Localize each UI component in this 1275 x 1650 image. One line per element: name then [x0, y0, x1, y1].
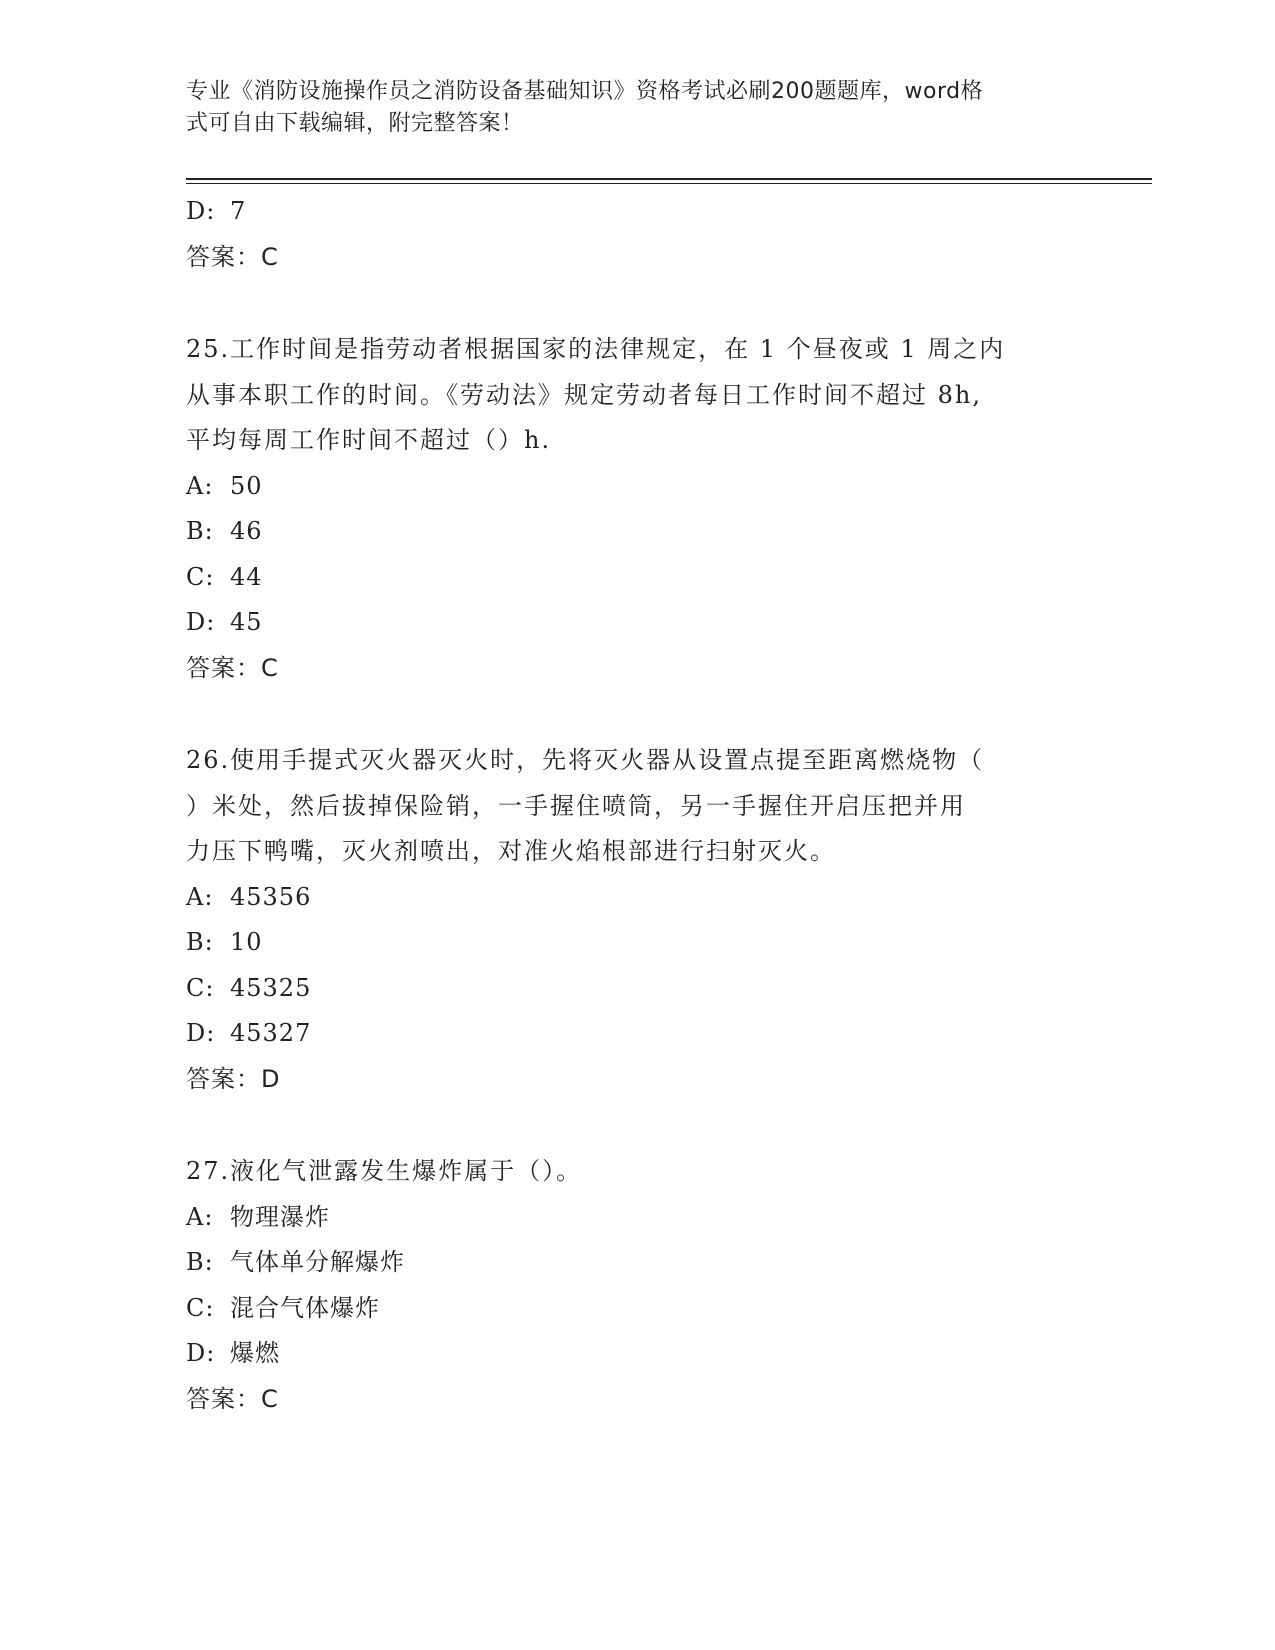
option-label: D: — [186, 608, 216, 636]
option-a — [186, 464, 1086, 510]
page-header — [186, 76, 1066, 140]
answer-line: 答案：C — [186, 1384, 279, 1413]
question-line: 27.液化气泄露发生爆炸属于（）。 — [186, 1157, 583, 1185]
option-text: 44 — [230, 562, 263, 591]
option-text: 7 — [230, 197, 247, 225]
question-line: ）米处，然后拔掉保险销，一手握住喷筒，另一手握住开启压把并用 — [186, 791, 966, 820]
option-b — [186, 1240, 1086, 1286]
answer-line: 答案：C — [186, 242, 279, 271]
option-text: 10 — [230, 928, 263, 956]
option-label: B: — [186, 1248, 214, 1276]
option-text: 混合气体爆炸 — [230, 1293, 380, 1322]
header-divider-thick — [186, 178, 1152, 180]
option-label: C: — [186, 973, 215, 1002]
option-label: A: — [186, 882, 214, 911]
option-d — [186, 189, 1086, 235]
option-b — [186, 509, 1086, 555]
question-list — [186, 189, 1086, 1422]
question-line: 力压下鸭嘴，灭火剂喷出，对准火焰根部进行扫射灭火。 — [186, 837, 836, 865]
option-c — [186, 1286, 1086, 1332]
option-label: B: — [186, 928, 214, 956]
option-text: 50 — [230, 471, 263, 500]
question-line: 26.使用手提式灭火器灭火时，先将灭火器从设置点提至距离燃烧物（ — [186, 746, 985, 774]
question-text — [186, 738, 1086, 875]
option-label: D: — [186, 1019, 216, 1047]
option-c — [186, 555, 1086, 601]
question-line: 25.工作时间是指劳动者根据国家的法律规定，在 1 个昼夜或 1 周之内 — [186, 335, 1006, 363]
question-line: 从事本职工作的时间。《劳动法》规定劳动者每日工作时间不超过 8h, — [186, 380, 982, 409]
header-divider-thin — [186, 183, 1152, 184]
option-text: 45 — [230, 608, 263, 636]
option-label: C: — [186, 562, 215, 591]
option-label: A: — [186, 1202, 214, 1231]
question-line: 平均每周工作时间不超过（）h. — [186, 426, 552, 454]
option-text: 45325 — [230, 973, 312, 1002]
header-line-2: 式可自由下载编辑，附完整答案！ — [186, 111, 524, 136]
option-label: D: — [186, 1339, 216, 1367]
option-c — [186, 966, 1086, 1012]
answer-line: 答案：C — [186, 653, 279, 682]
option-b — [186, 920, 1086, 966]
question-26 — [186, 738, 1086, 1102]
header-line-1: 专业《消防设施操作员之消防设备基础知识》资格考试必刷200题题库，word格 — [186, 79, 984, 104]
option-text: 爆燃 — [230, 1339, 280, 1367]
option-label: D: — [186, 197, 216, 225]
question-27 — [186, 1149, 1086, 1422]
option-text: 物理瀑炸 — [230, 1202, 330, 1231]
option-d — [186, 600, 1086, 646]
option-label: A: — [186, 471, 214, 500]
option-d — [186, 1331, 1086, 1377]
option-a — [186, 875, 1086, 921]
option-text: 46 — [230, 517, 263, 545]
option-text: 气体单分解爆炸 — [230, 1248, 405, 1276]
option-label: C: — [186, 1293, 215, 1322]
question-25 — [186, 327, 1086, 691]
option-d — [186, 1011, 1086, 1057]
option-text: 45327 — [230, 1019, 312, 1047]
option-a — [186, 1195, 1086, 1241]
answer-line: 答案：D — [186, 1064, 281, 1093]
option-text: 45356 — [230, 882, 312, 911]
question-text — [186, 327, 1086, 464]
option-label: B: — [186, 517, 214, 545]
question-text — [186, 1149, 1086, 1195]
